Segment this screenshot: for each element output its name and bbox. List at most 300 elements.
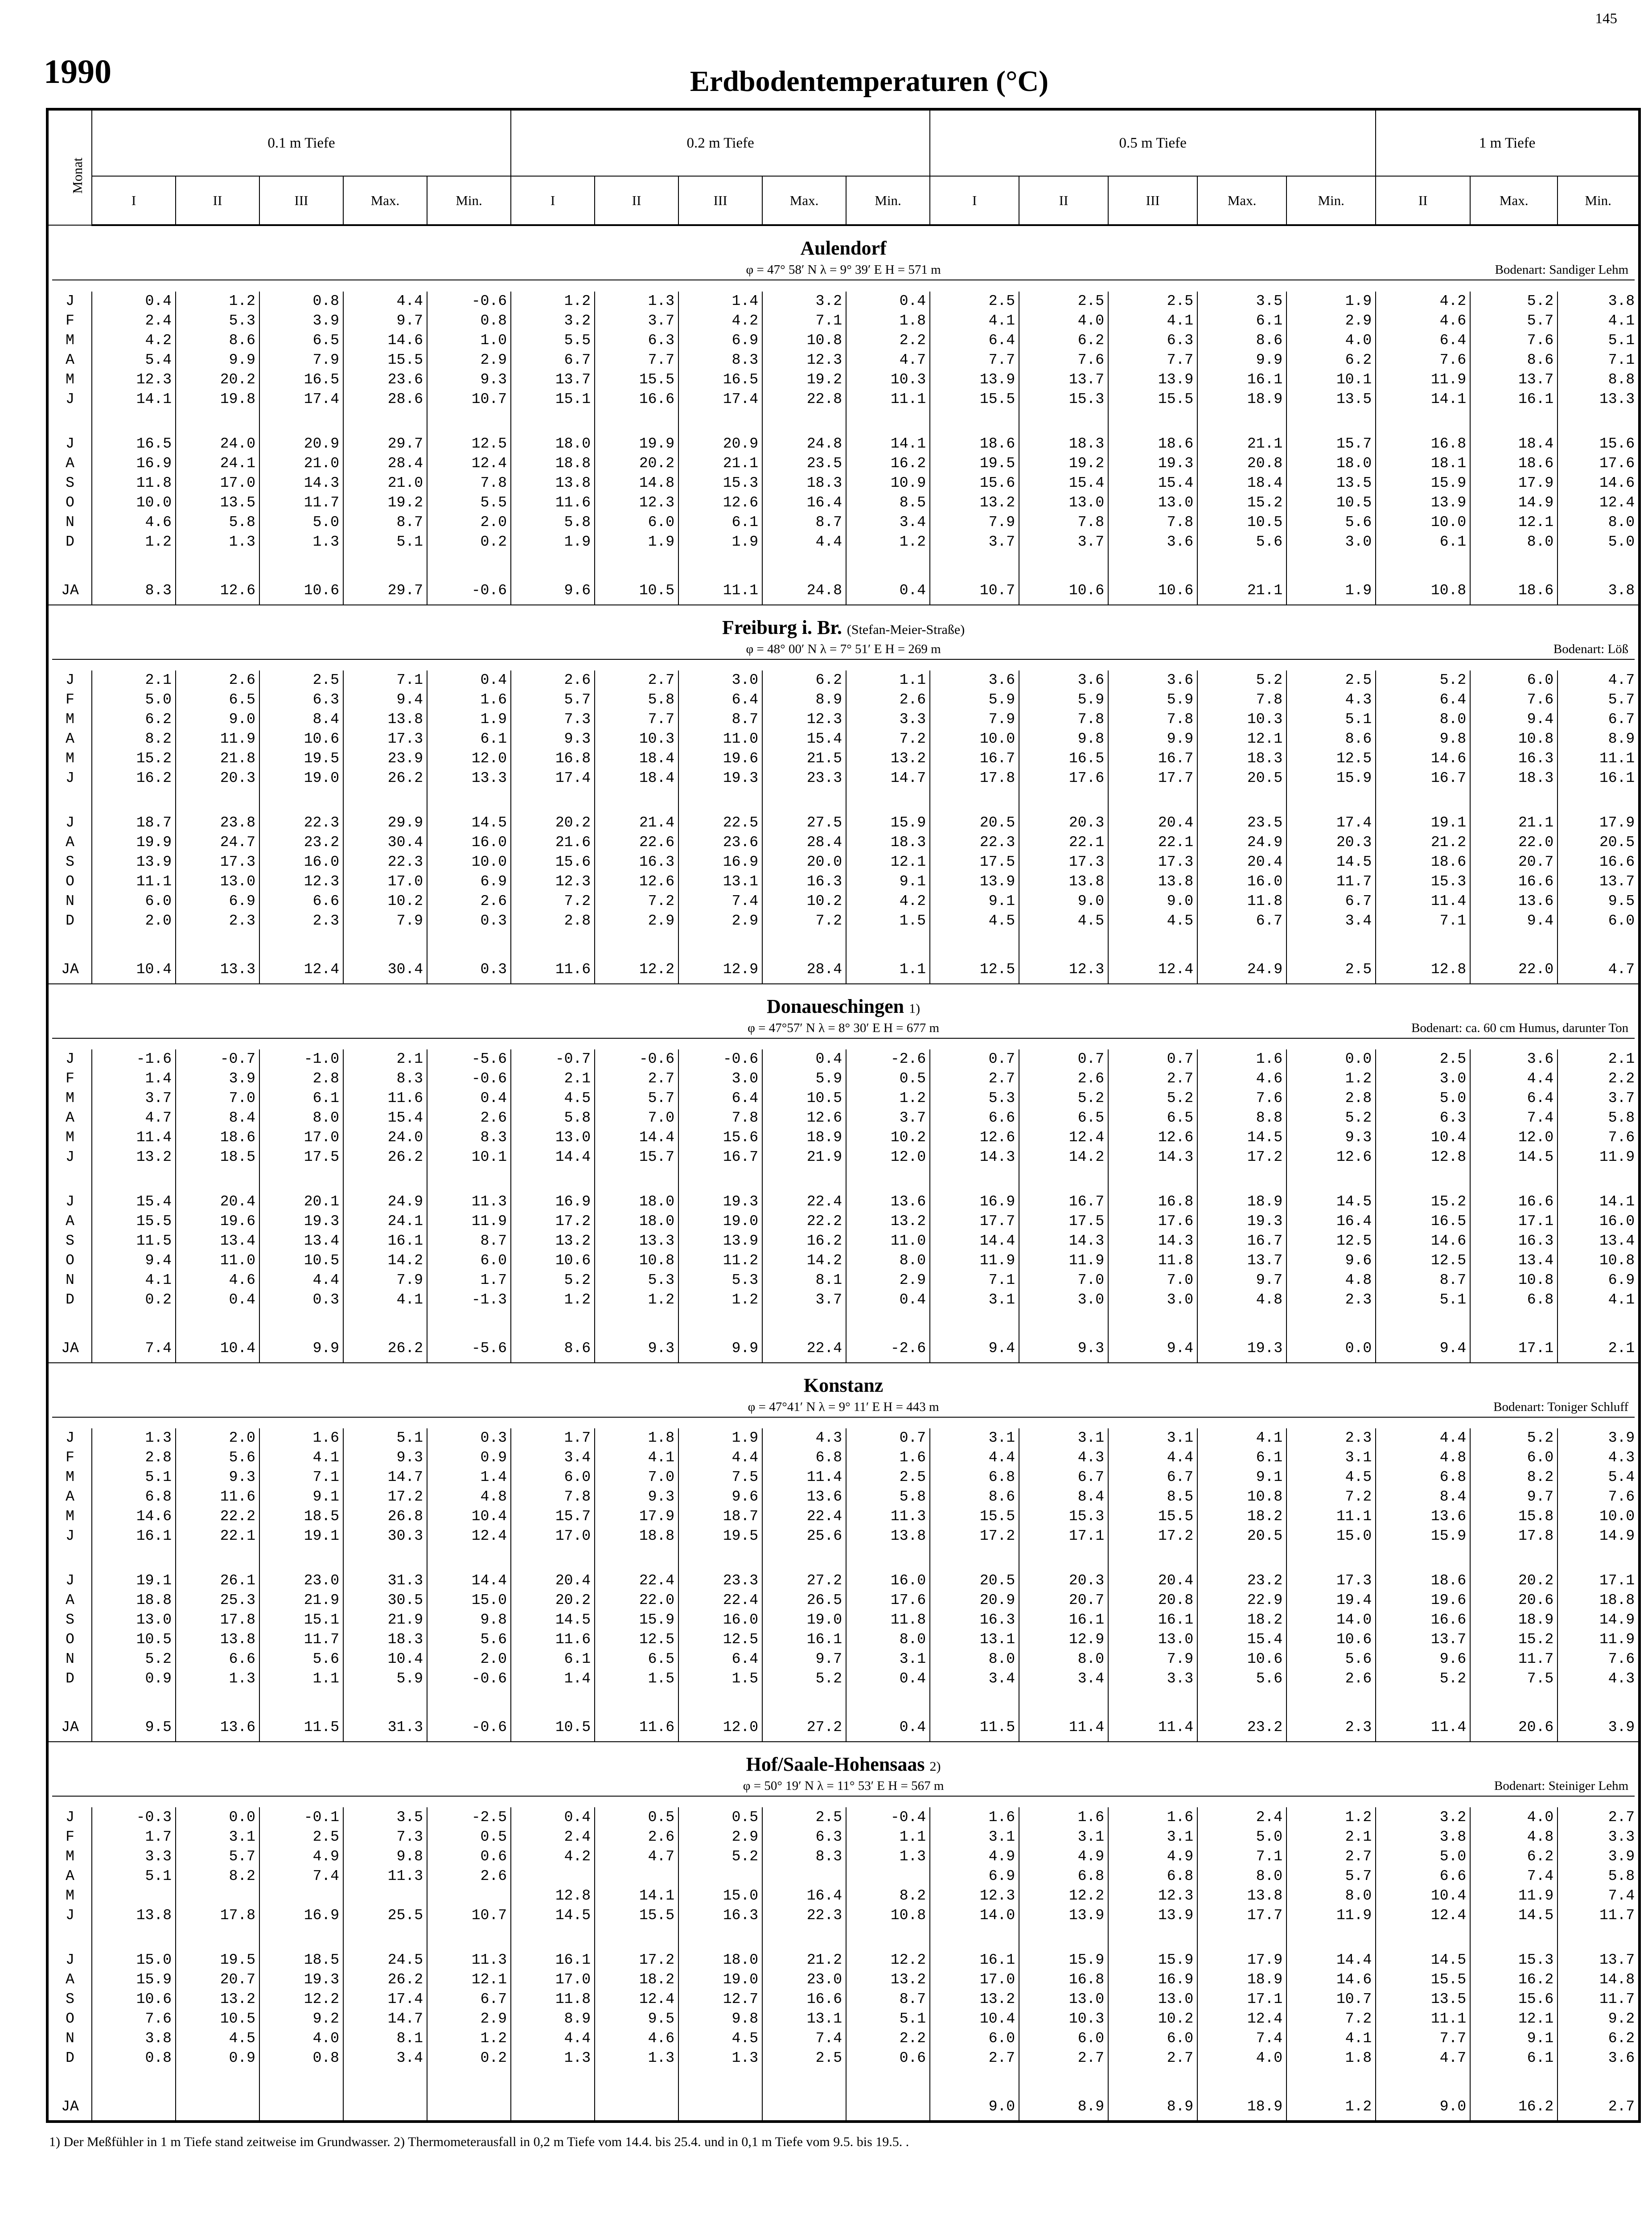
value-cell: 14.4 [930,1231,1019,1251]
value-cell: 9.3 [511,729,595,749]
value-cell: 9.9 [1108,729,1197,749]
value-cell: 17.6 [1108,1212,1197,1231]
value-cell: 13.9 [930,872,1019,892]
value-cell: 4.5 [930,911,1019,931]
value-cell: 6.2 [1286,350,1376,370]
value-cell: 11.6 [343,1089,427,1108]
value-cell [930,1925,1019,1950]
value-cell: 16.1 [343,1231,427,1251]
value-cell: 16.9 [259,1905,343,1925]
value-cell: 5.0 [1557,532,1640,552]
value-cell: 13.8 [343,710,427,729]
value-cell: 3.1 [930,1290,1019,1310]
value-cell: 4.4 [511,2028,595,2048]
month-row [47,1231,1640,1251]
value-cell: 4.0 [259,2028,343,2048]
value-cell: 5.2 [1108,1089,1197,1108]
value-cell: 11.2 [678,1251,762,1271]
value-cell: 17.4 [511,769,595,788]
value-cell: 7.0 [176,1089,259,1108]
month-row [47,1448,1640,1468]
value-cell: 6.9 [176,892,259,911]
value-cell: 17.5 [1019,1212,1108,1231]
value-cell: 11.7 [259,1630,343,1649]
value-cell [930,1689,1019,1714]
value-cell: 19.0 [678,1212,762,1231]
value-cell: 5.7 [1286,1866,1376,1886]
value-cell: 8.3 [92,577,176,605]
month-cell: M [47,1128,92,1147]
value-cell: 17.6 [1557,454,1640,473]
value-cell: 10.1 [427,1147,511,1167]
value-cell [1019,409,1108,434]
value-cell [1376,788,1470,813]
value-cell: 12.6 [762,1108,846,1128]
value-cell: 5.7 [511,690,595,710]
value-cell: 4.6 [92,513,176,532]
value-cell: 23.3 [762,769,846,788]
value-cell: 10.7 [1286,1989,1376,2009]
value-cell: 11.9 [1019,1251,1108,1271]
value-cell: 10.0 [930,729,1019,749]
value-cell: 6.7 [427,1989,511,2009]
value-cell: 13.7 [1557,1950,1640,1970]
value-cell [511,552,595,577]
value-cell: 17.0 [343,872,427,892]
value-cell [1376,2068,1470,2093]
value-cell: 5.6 [176,1448,259,1468]
value-cell: 11.8 [846,1610,930,1630]
value-cell: 14.6 [1286,1970,1376,1989]
value-cell: 5.3 [176,311,259,331]
value-cell: 2.3 [176,911,259,931]
month-cell: J [47,1192,92,1212]
station-name: Aulendorf [800,237,887,259]
month-row [47,434,1640,454]
month-cell: M [47,370,92,390]
value-cell: 15.5 [92,1212,176,1231]
value-cell: 4.5 [176,2028,259,2048]
value-cell: 17.1 [1470,1212,1557,1231]
value-cell: 13.0 [1019,1989,1108,2009]
value-cell: 9.4 [1108,1335,1197,1363]
value-cell: 22.2 [176,1507,259,1526]
value-cell: 5.1 [1286,710,1376,729]
value-cell: 20.1 [259,1192,343,1212]
value-cell: 2.1 [511,1069,595,1089]
value-cell [176,2068,259,2093]
value-cell: -0.7 [511,1049,595,1069]
value-cell: 10.6 [1286,1630,1376,1649]
value-cell: 18.8 [1557,1591,1640,1610]
month-row [47,1669,1640,1689]
value-cell [1197,788,1286,813]
value-cell: 18.9 [1197,1970,1286,1989]
month-row [47,1147,1640,1167]
value-cell [176,1886,259,1905]
value-cell: 18.3 [1197,749,1286,769]
month-row [47,769,1640,788]
value-cell: 17.2 [1197,1147,1286,1167]
value-cell: 5.8 [176,513,259,532]
value-cell: 20.8 [1108,1591,1197,1610]
value-cell: 12.3 [762,350,846,370]
value-cell: 2.1 [1557,1049,1640,1069]
value-cell: 7.4 [1470,1866,1557,1886]
value-cell: 14.6 [343,331,427,350]
value-cell: 0.2 [92,1290,176,1310]
value-cell [1019,1167,1108,1192]
value-cell: 0.8 [259,2048,343,2068]
value-cell: 11.0 [176,1251,259,1271]
value-cell: 3.3 [92,1847,176,1866]
value-cell: 22.1 [176,1526,259,1546]
spacer-row [47,1689,1640,1714]
value-cell: 9.8 [343,1847,427,1866]
value-cell: 19.5 [930,454,1019,473]
value-cell: 5.0 [1376,1089,1470,1108]
month-row [47,1049,1640,1069]
value-cell: 5.6 [1197,532,1286,552]
value-cell [92,552,176,577]
value-cell: 16.6 [1376,1610,1470,1630]
depth-group-0-2m: 0.2 m Tiefe [511,109,930,176]
value-cell: 2.6 [595,1827,678,1847]
value-cell [1197,409,1286,434]
value-cell [762,1866,846,1886]
value-cell: 6.7 [1197,911,1286,931]
value-cell: 5.1 [343,532,427,552]
value-cell: 16.1 [92,1526,176,1546]
value-cell: 9.1 [1197,1468,1286,1487]
value-cell: 10.2 [1108,2009,1197,2028]
value-cell [1286,409,1376,434]
value-cell: 6.4 [930,331,1019,350]
month-row [47,1950,1640,1970]
value-cell: 4.3 [1286,690,1376,710]
value-cell [846,552,930,577]
value-cell: 12.2 [259,1989,343,2009]
value-cell: 5.9 [762,1069,846,1089]
value-cell: 1.7 [511,1428,595,1448]
value-cell: 13.2 [846,1970,930,1989]
value-cell [1286,931,1376,956]
value-cell: 13.2 [930,493,1019,513]
value-cell [427,1925,511,1950]
value-cell [176,1925,259,1950]
value-cell [595,409,678,434]
value-cell: 2.3 [259,911,343,931]
value-cell: 1.2 [595,1290,678,1310]
month-cell: O [47,2009,92,2028]
value-cell: 5.1 [92,1866,176,1886]
value-cell: 3.4 [846,513,930,532]
column-header: III [259,176,343,225]
value-cell: 7.0 [1108,1271,1197,1290]
value-cell: 11.7 [1470,1649,1557,1669]
value-cell: 18.6 [1376,852,1470,872]
value-cell: 16.3 [1470,749,1557,769]
month-row [47,852,1640,872]
value-cell: 15.4 [92,1192,176,1212]
value-cell: 15.1 [511,390,595,409]
value-cell: 7.1 [930,1271,1019,1290]
value-cell: 15.4 [1019,473,1108,493]
value-cell: 11.9 [1376,370,1470,390]
value-cell: 17.2 [511,1212,595,1231]
value-cell: 14.1 [1376,390,1470,409]
value-cell: 13.4 [1557,1231,1640,1251]
month-row [47,1468,1640,1487]
value-cell: 8.6 [1197,331,1286,350]
value-cell [1197,2068,1286,2093]
month-cell: O [47,493,92,513]
value-cell: 15.3 [1470,1950,1557,1970]
value-cell: 10.6 [92,1989,176,2009]
value-cell [1557,2068,1640,2093]
value-cell: 0.2 [427,2048,511,2068]
station-coordinates: φ = 50° 19′ N λ = 11° 53′ E H = 567 m [743,1778,944,1793]
value-cell: 18.3 [846,833,930,852]
value-cell: 10.8 [1197,1487,1286,1507]
value-cell: 9.4 [1376,1335,1470,1363]
value-cell: 8.0 [846,1251,930,1271]
month-row [47,1866,1640,1886]
value-cell: 15.6 [1470,1989,1557,2009]
value-cell: 16.1 [1019,1610,1108,1630]
value-cell: 13.5 [1286,390,1376,409]
month-row [47,2009,1640,2028]
value-cell [1470,1925,1557,1950]
value-cell: 0.5 [678,1807,762,1827]
value-cell [92,1689,176,1714]
value-cell: 14.0 [1286,1610,1376,1630]
value-cell: 15.3 [1376,872,1470,892]
value-cell: 11.6 [595,1714,678,1742]
value-cell: 18.9 [1197,1192,1286,1212]
month-row [47,370,1640,390]
value-cell [259,2068,343,2093]
value-cell: 22.4 [762,1335,846,1363]
value-cell: 6.0 [1108,2028,1197,2048]
month-row [47,331,1640,350]
value-cell: 20.7 [1470,852,1557,872]
month-cell: A [47,729,92,749]
value-cell: 9.5 [595,2009,678,2028]
value-cell: 5.5 [511,331,595,350]
month-row [47,813,1640,833]
month-cell [47,409,92,434]
value-cell: 9.5 [92,1714,176,1742]
value-cell [259,1925,343,1950]
value-cell: 12.4 [259,956,343,984]
value-cell: 3.1 [930,1428,1019,1448]
value-cell: 17.2 [1108,1526,1197,1546]
value-cell [846,2093,930,2122]
value-cell: 2.6 [427,1866,511,1886]
value-cell: 8.0 [1376,710,1470,729]
month-row [47,350,1640,370]
value-cell [1197,931,1286,956]
value-cell: 5.2 [92,1649,176,1669]
value-cell: 14.9 [1557,1526,1640,1546]
value-cell: 17.5 [930,852,1019,872]
value-cell: 14.1 [92,390,176,409]
value-cell: 17.6 [1019,769,1108,788]
value-cell [595,931,678,956]
value-cell: 18.7 [92,813,176,833]
value-cell [259,1689,343,1714]
value-cell: 9.3 [427,370,511,390]
value-cell: 8.4 [1376,1487,1470,1507]
value-cell: 8.2 [92,729,176,749]
value-cell: 1.6 [1197,1049,1286,1069]
value-cell: 11.1 [846,390,930,409]
month-cell: J [47,1526,92,1546]
value-cell: 4.0 [1470,1807,1557,1827]
value-cell: 8.5 [846,493,930,513]
value-cell: 10.7 [427,1905,511,1925]
value-cell: 14.1 [846,434,930,454]
value-cell [846,1925,930,1950]
value-cell: 1.2 [1286,1807,1376,1827]
value-cell: 11.4 [1108,1714,1197,1742]
value-cell [1557,788,1640,813]
value-cell: 5.4 [92,350,176,370]
value-cell [427,409,511,434]
value-cell: 6.8 [930,1468,1019,1487]
value-cell: 3.9 [1557,1428,1640,1448]
value-cell: 5.2 [678,1847,762,1866]
month-row [47,833,1640,852]
value-cell [259,931,343,956]
value-cell: 12.3 [92,370,176,390]
station-note: 2) [929,1759,941,1774]
value-cell: 1.8 [846,311,930,331]
value-cell: 0.4 [762,1049,846,1069]
value-cell: 11.6 [176,1487,259,1507]
value-cell: 1.6 [1019,1807,1108,1827]
value-cell: 10.8 [762,331,846,350]
station-coordinates: φ = 48° 00′ N λ = 7° 51′ E H = 269 m [746,642,941,656]
value-cell [595,2093,678,2122]
value-cell: 16.3 [678,1905,762,1925]
month-row [47,1630,1640,1649]
value-cell: 6.9 [427,872,511,892]
value-cell: 20.8 [1197,454,1286,473]
value-cell: 11.4 [1019,1714,1108,1742]
value-cell: 7.7 [930,350,1019,370]
value-cell: 4.7 [1376,2048,1470,2068]
month-row [47,454,1640,473]
value-cell: 4.1 [1286,2028,1376,2048]
value-cell [846,409,930,434]
value-cell: 22.1 [1108,833,1197,852]
value-cell: 1.9 [678,532,762,552]
value-cell: 9.9 [259,1335,343,1363]
value-cell: 10.1 [1286,370,1376,390]
value-cell [511,2068,595,2093]
value-cell [1019,2068,1108,2093]
value-cell: 11.7 [1557,1989,1640,2009]
value-cell: 9.4 [1470,911,1557,931]
month-cell: J [47,390,92,409]
value-cell: 1.2 [427,2028,511,2048]
value-cell: 0.6 [427,1847,511,1866]
value-cell: 10.3 [595,729,678,749]
value-cell: 14.3 [1108,1147,1197,1167]
month-cell: A [47,1970,92,1989]
value-cell: 10.9 [846,473,930,493]
value-cell: 23.2 [1197,1571,1286,1591]
value-cell: 4.4 [1108,1448,1197,1468]
month-cell: A [47,350,92,370]
value-cell: 4.0 [1197,2048,1286,2068]
footnote: 1) Der Meßfühler in 1 m Tiefe stand zeitweise im Grundwasser. 2) Thermometerausfall in 0,2 m Tiefe vom 14.4. bis 25.4. und in 0,1 m Tiefe vom 9.5. bis 19.5. . [49,2134,909,2149]
value-cell: 13.8 [1019,872,1108,892]
value-cell: 0.8 [427,311,511,331]
value-cell: 6.5 [176,690,259,710]
value-cell: 1.7 [427,1271,511,1290]
value-cell: 22.5 [678,813,762,833]
value-cell: 29.9 [343,813,427,833]
value-cell: 2.6 [427,1108,511,1128]
value-cell: 19.5 [176,1950,259,1970]
value-cell [1019,788,1108,813]
value-cell: 4.2 [1376,292,1470,311]
value-cell: 2.5 [762,1807,846,1827]
value-cell [259,1886,343,1905]
value-cell: 2.5 [1019,292,1108,311]
value-cell: 7.6 [1557,1487,1640,1507]
value-cell [678,1167,762,1192]
value-cell: 9.1 [259,1487,343,1507]
month-row [47,311,1640,331]
value-cell: 15.0 [1286,1526,1376,1546]
value-cell: 0.4 [92,292,176,311]
value-cell: 11.9 [1470,1886,1557,1905]
value-cell [762,2068,846,2093]
value-cell: 6.2 [1019,331,1108,350]
value-cell: 24.8 [762,434,846,454]
value-cell: 13.6 [1470,892,1557,911]
column-header: III [1108,176,1197,225]
value-cell: 18.1 [1376,454,1470,473]
value-cell: 5.2 [1286,1108,1376,1128]
value-cell: 10.6 [259,577,343,605]
value-cell: 0.9 [92,1669,176,1689]
value-cell: 2.0 [427,1649,511,1669]
month-cell: F [47,1448,92,1468]
value-cell: 11.8 [1197,892,1286,911]
column-header: Max. [1197,176,1286,225]
value-cell: 6.0 [511,1468,595,1487]
value-cell: 18.7 [678,1507,762,1526]
value-cell: 14.4 [1286,1950,1376,1970]
value-cell [176,1167,259,1192]
value-cell: 4.1 [595,1448,678,1468]
value-cell: 14.3 [930,1147,1019,1167]
value-cell: 8.0 [846,1630,930,1649]
value-cell: 20.4 [1197,852,1286,872]
value-cell: 3.9 [176,1069,259,1089]
value-cell [595,552,678,577]
value-cell [511,1866,595,1886]
value-cell: 14.5 [1286,1192,1376,1212]
value-cell: 20.2 [511,813,595,833]
value-cell: 18.9 [1197,2093,1286,2122]
value-cell: 9.6 [511,577,595,605]
